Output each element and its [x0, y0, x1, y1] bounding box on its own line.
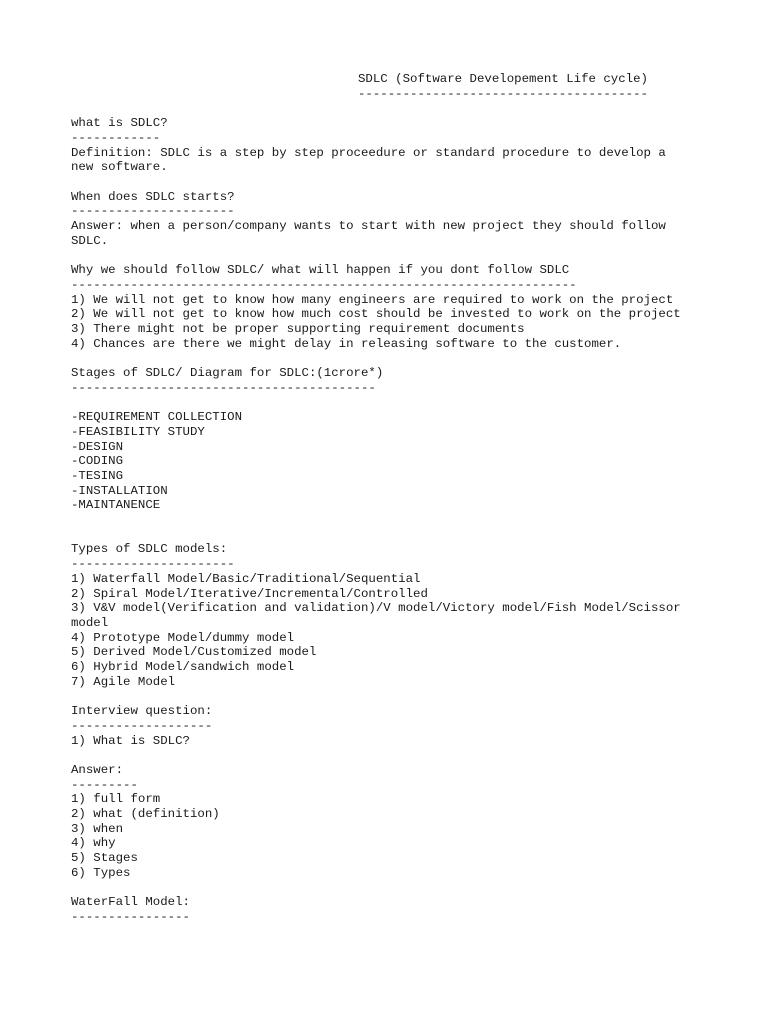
section-heading: Interview question: [71, 704, 213, 719]
section-underline: ---------------------- [71, 557, 235, 572]
section-heading: Types of SDLC models: [71, 542, 228, 557]
document-title: SDLC (Software Developement Life cycle) [358, 72, 648, 86]
body-line: 4) Chances are there we might delay in releasing software to the customer. [71, 336, 622, 351]
section-underline: ---------------- [71, 909, 190, 924]
section-heading: Answer: [71, 762, 124, 777]
blank-line [71, 748, 761, 763]
blank-line [71, 351, 761, 366]
section-heading: Stages of SDLC/ Diagram for SDLC:(1crore*) [71, 366, 384, 380]
body-line: Answer: when a person/company wants to start with new project they should follow [71, 219, 666, 233]
section-heading: WaterFall Model: [71, 895, 190, 910]
blank-line [71, 689, 761, 704]
section-underline: ----------------------------------------- [71, 380, 376, 395]
body-line: 3) V&V model(Verification and validation)/V model/Victory model/Fish Model/Scissor [71, 601, 681, 616]
blank-line [71, 513, 761, 528]
body-line: 3) when [71, 821, 124, 836]
blank-line [71, 395, 761, 410]
body-line: 5) Derived Model/Customized model [71, 645, 317, 660]
blank-line [71, 528, 761, 543]
section-underline: ---------------------- [71, 204, 235, 219]
body-line: 2) Spiral Model/Iterative/Incremental/Controlled [71, 586, 428, 601]
blank-line [71, 101, 761, 116]
body-line: -CODING [71, 454, 124, 469]
body-line: 1) Waterfall Model/Basic/Traditional/Sequential [71, 571, 421, 586]
body-line: SDLC. [71, 233, 109, 248]
section-underline: -------------------------------------------------------------------- [71, 277, 577, 292]
body-line: new software. [71, 160, 168, 175]
blank-line [71, 248, 761, 263]
blank-line [71, 881, 761, 896]
body-line: 1) We will not get to know how many engineers are required to work on the project [71, 292, 674, 307]
body-line: 2) We will not get to know how much cost should be invested to work on the project [71, 307, 681, 322]
section-heading: Why we should follow SDLC/ what will happen if you dont follow SDLC [71, 263, 570, 278]
body-line: 1) full form [71, 792, 161, 807]
document-body [71, 116, 761, 925]
body-line: 7) Agile Model [71, 674, 176, 689]
body-line: -TESING [71, 468, 124, 483]
body-line: -DESIGN [71, 439, 124, 454]
body-line: 4) Prototype Model/dummy model [71, 630, 295, 645]
body-line: 6) Types [71, 865, 131, 880]
body-line: 4) why [71, 836, 116, 851]
body-line: 6) Hybrid Model/sandwich model [71, 660, 295, 675]
section-underline: ------------------- [71, 718, 213, 733]
section-heading: When does SDLC starts? [71, 189, 235, 204]
body-line: -INSTALLATION [71, 483, 168, 498]
body-line: model [71, 615, 109, 630]
body-line: -MAINTANENCE [71, 498, 161, 513]
body-line: -REQUIREMENT COLLECTION [71, 410, 243, 425]
body-line: Definition: SDLC is a step by step proceedure or standard procedure to develop a [71, 145, 666, 160]
document-page [71, 72, 761, 925]
section-underline: ------------ [71, 130, 161, 145]
body-line: 5) Stages [71, 851, 138, 866]
body-line: 2) what (definition) [71, 807, 220, 822]
section-underline: --------- [71, 777, 138, 792]
body-line: 3) There might not be proper supporting requirement documents [71, 321, 525, 336]
blank-line [71, 175, 761, 190]
document-title-underline: --------------------------------------- [358, 86, 648, 101]
body-line: 1) What is SDLC? [71, 733, 190, 748]
body-line: -FEASIBILITY STUDY [71, 424, 205, 439]
section-heading: what is SDLC? [71, 116, 168, 131]
